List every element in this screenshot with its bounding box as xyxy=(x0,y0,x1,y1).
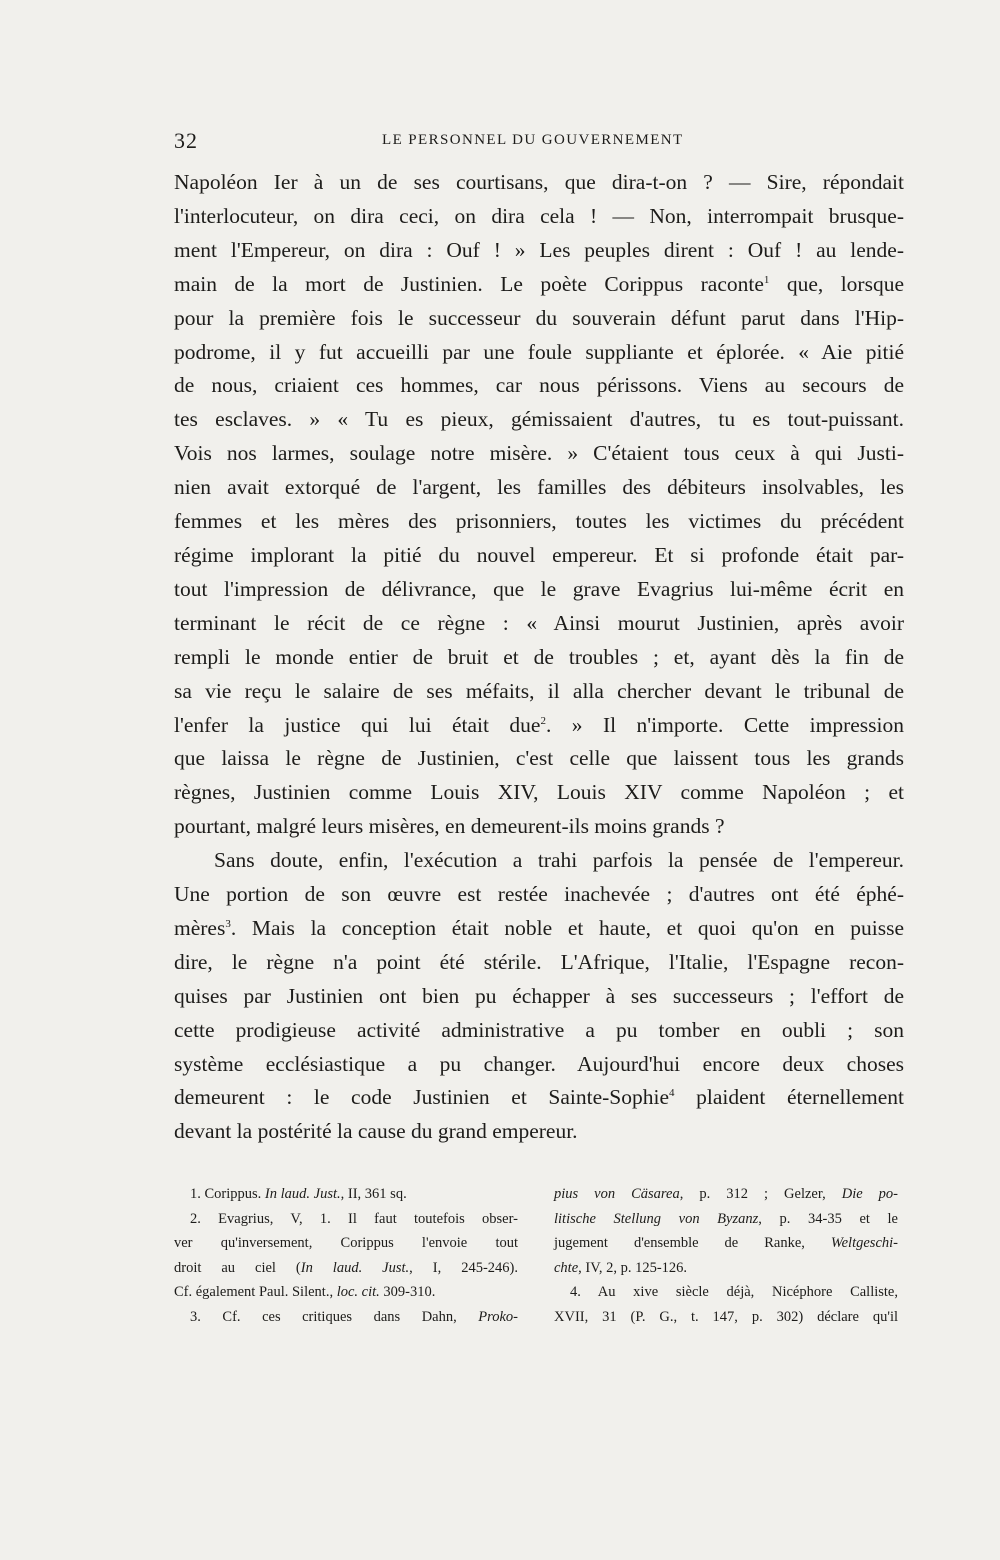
page-number: 32 xyxy=(174,128,198,153)
text-line: pour la première fois le successeur du souverain défunt parut dans l'Hip- xyxy=(174,305,904,330)
text-span: , II, 361 sq. xyxy=(340,1186,407,1202)
text-line: terminant le récit de ce règne : « Ainsi mourut Justinien, après avoir xyxy=(174,610,904,635)
paragraph xyxy=(174,844,904,1149)
text-span: litische Stellung von Byzanz xyxy=(554,1210,759,1227)
footnotes-left-column xyxy=(174,1182,518,1329)
footnote-ref: 4 xyxy=(669,1087,675,1100)
text-line: sa vie reçu le salaire de ses méfaits, il alla chercher devant le tribunal de xyxy=(174,678,904,703)
text-span: mères xyxy=(174,915,226,940)
text-span: loc. cit. xyxy=(336,1284,380,1300)
footnote-line: 2. Evagrius, V, 1. Il faut toutefois obser- xyxy=(190,1210,518,1227)
text-line: tes esclaves. » « Tu es pieux, gémissaient d'autres, tu es tout-puissant. xyxy=(174,407,904,432)
text-line: régime implorant la pitié du nouvel empereur. Et si profonde était par- xyxy=(174,542,904,567)
footnote-line xyxy=(174,1256,518,1281)
footnote-line xyxy=(554,1182,898,1207)
text-line: que laissa le règne de Justinien, c'est celle que laissent tous les grands xyxy=(174,746,904,771)
text-span: 3. Cf. ces critiques dans Dahn, xyxy=(190,1308,479,1325)
text-span: 1. Corippus. xyxy=(190,1186,265,1202)
text-line: nien avait extorqué de l'argent, les familles des débiteurs insolvables, les xyxy=(174,475,904,500)
footnote-line xyxy=(554,1231,898,1256)
text-span: plaident éternellement xyxy=(674,1085,904,1110)
text-line xyxy=(174,709,904,743)
text-span: In laud. Just. xyxy=(300,1259,410,1276)
text-line: rempli le monde entier de bruit et de troubles ; et, ayant dès la fin de xyxy=(174,644,904,669)
text-span: . » Il n'importe. Cette impression xyxy=(545,712,905,737)
footnote-3 xyxy=(174,1305,518,1330)
footnote-2 xyxy=(174,1207,518,1305)
page-header xyxy=(174,128,904,158)
text-span: In laud. Just. xyxy=(264,1186,341,1202)
text-span: Proko- xyxy=(478,1308,518,1325)
text-line: devant la postérité la cause du grand empereur. xyxy=(174,1119,578,1144)
text-span: que, lorsque xyxy=(769,271,904,296)
footnote-line xyxy=(174,1305,518,1330)
text-line: Une portion de son œuvre est restée inachevée ; d'autres ont été éphé- xyxy=(174,882,904,907)
footnote-ref: 1 xyxy=(763,273,770,286)
footnotes-right-column xyxy=(554,1182,898,1329)
text-span: l'enfer la justice qui lui était due xyxy=(174,712,541,737)
text-line xyxy=(174,912,904,946)
text-span: droit au ciel ( xyxy=(174,1259,301,1276)
text-line: l'interlocuteur, on dira ceci, on dira cela ! — Non, interrompait brusque- xyxy=(174,203,904,228)
text-line: podrome, il y fut accueilli par une foule suppliante et éplorée. « Aie pitié xyxy=(174,339,904,364)
text-span: . Mais la conception était noble et haute, et quoi qu'on en puisse xyxy=(230,915,904,940)
footnote-line xyxy=(174,1280,518,1305)
text-line: Sans doute, enfin, l'exécution a trahi parfois la pensée de l'empereur. xyxy=(214,848,904,873)
text-line: cette prodigieuse activité administrative a pu tomber en oubli ; son xyxy=(174,1017,904,1042)
text-span: pius von Cäsarea xyxy=(554,1186,680,1202)
text-span: , p. 34-35 et le xyxy=(758,1210,898,1227)
text-span: , p. 312 ; Gelzer, xyxy=(679,1186,842,1202)
text-span: Weltgeschi- xyxy=(830,1235,898,1251)
footnote-line xyxy=(554,1256,898,1281)
footnote-1 xyxy=(174,1182,518,1207)
main-text xyxy=(174,166,904,1149)
footnote-4 xyxy=(554,1280,898,1329)
text-span: Cf. également Paul. Silent., xyxy=(174,1284,337,1300)
text-span: 309-310. xyxy=(379,1284,436,1300)
text-line: quises par Justinien ont bien pu échapper à ses successeurs ; l'effort de xyxy=(174,983,904,1008)
footnote-line: 4. Au xive siècle déjà, Nicéphore Calliste, xyxy=(570,1284,898,1300)
text-span: demeurent : le code Justinien et Sainte-Sophie xyxy=(174,1085,670,1110)
footnote-line xyxy=(554,1207,898,1232)
text-line: dire, le règne n'a point été stérile. L'Afrique, l'Italie, l'Espagne recon- xyxy=(174,949,904,974)
text-span: , IV, 2, p. 125-126. xyxy=(578,1259,688,1276)
text-line xyxy=(174,268,904,302)
running-title: LE PERSONNEL DU GOUVERNEMENT xyxy=(382,132,684,148)
paragraph xyxy=(174,166,904,844)
footnote-ref: 2 xyxy=(540,714,546,727)
text-span: jugement d'ensemble de Ranke, xyxy=(554,1235,831,1251)
text-span: main de la mort de Justinien. Le poète Corippus raconte xyxy=(174,271,764,296)
text-line xyxy=(174,1081,904,1115)
text-line: de nous, criaient ces hommes, car nous périssons. Viens au secours de xyxy=(174,373,904,398)
text-span: , I, 245-246). xyxy=(409,1259,518,1276)
footnote-line: ver qu'inversement, Corippus l'envoie tout xyxy=(174,1235,518,1251)
footnote-ref: 3 xyxy=(225,917,231,930)
text-line: Vois nos larmes, soulage notre misère. » C'étaient tous ceux à qui Justi- xyxy=(174,441,904,466)
text-line: tout l'impression de délivrance, que le grave Evagrius lui-même écrit en xyxy=(174,576,904,601)
footnote-line xyxy=(174,1182,518,1207)
footnote-3-continued xyxy=(554,1182,898,1280)
text-line: ment l'Empereur, on dira : Ouf ! » Les peuples dirent : Ouf ! au lende- xyxy=(174,237,904,262)
text-line: règnes, Justinien comme Louis XIV, Louis XIV comme Napoléon ; et xyxy=(174,780,904,805)
footnote-line: XVII, 31 (P. G., t. 147, p. 302) déclare qu'il xyxy=(554,1308,898,1325)
text-line: pourtant, malgré leurs misères, en demeurent-ils moins grands ? xyxy=(174,814,725,839)
text-span: Die po- xyxy=(841,1186,899,1202)
text-line: Napoléon Ier à un de ses courtisans, que dira-t-on ? — Sire, répondait xyxy=(174,170,904,194)
text-line: femmes et les mères des prisonniers, toutes les victimes du précédent xyxy=(174,509,904,534)
text-span: chte xyxy=(554,1259,579,1276)
text-line: système ecclésiastique a pu changer. Aujourd'hui encore deux choses xyxy=(174,1051,904,1076)
